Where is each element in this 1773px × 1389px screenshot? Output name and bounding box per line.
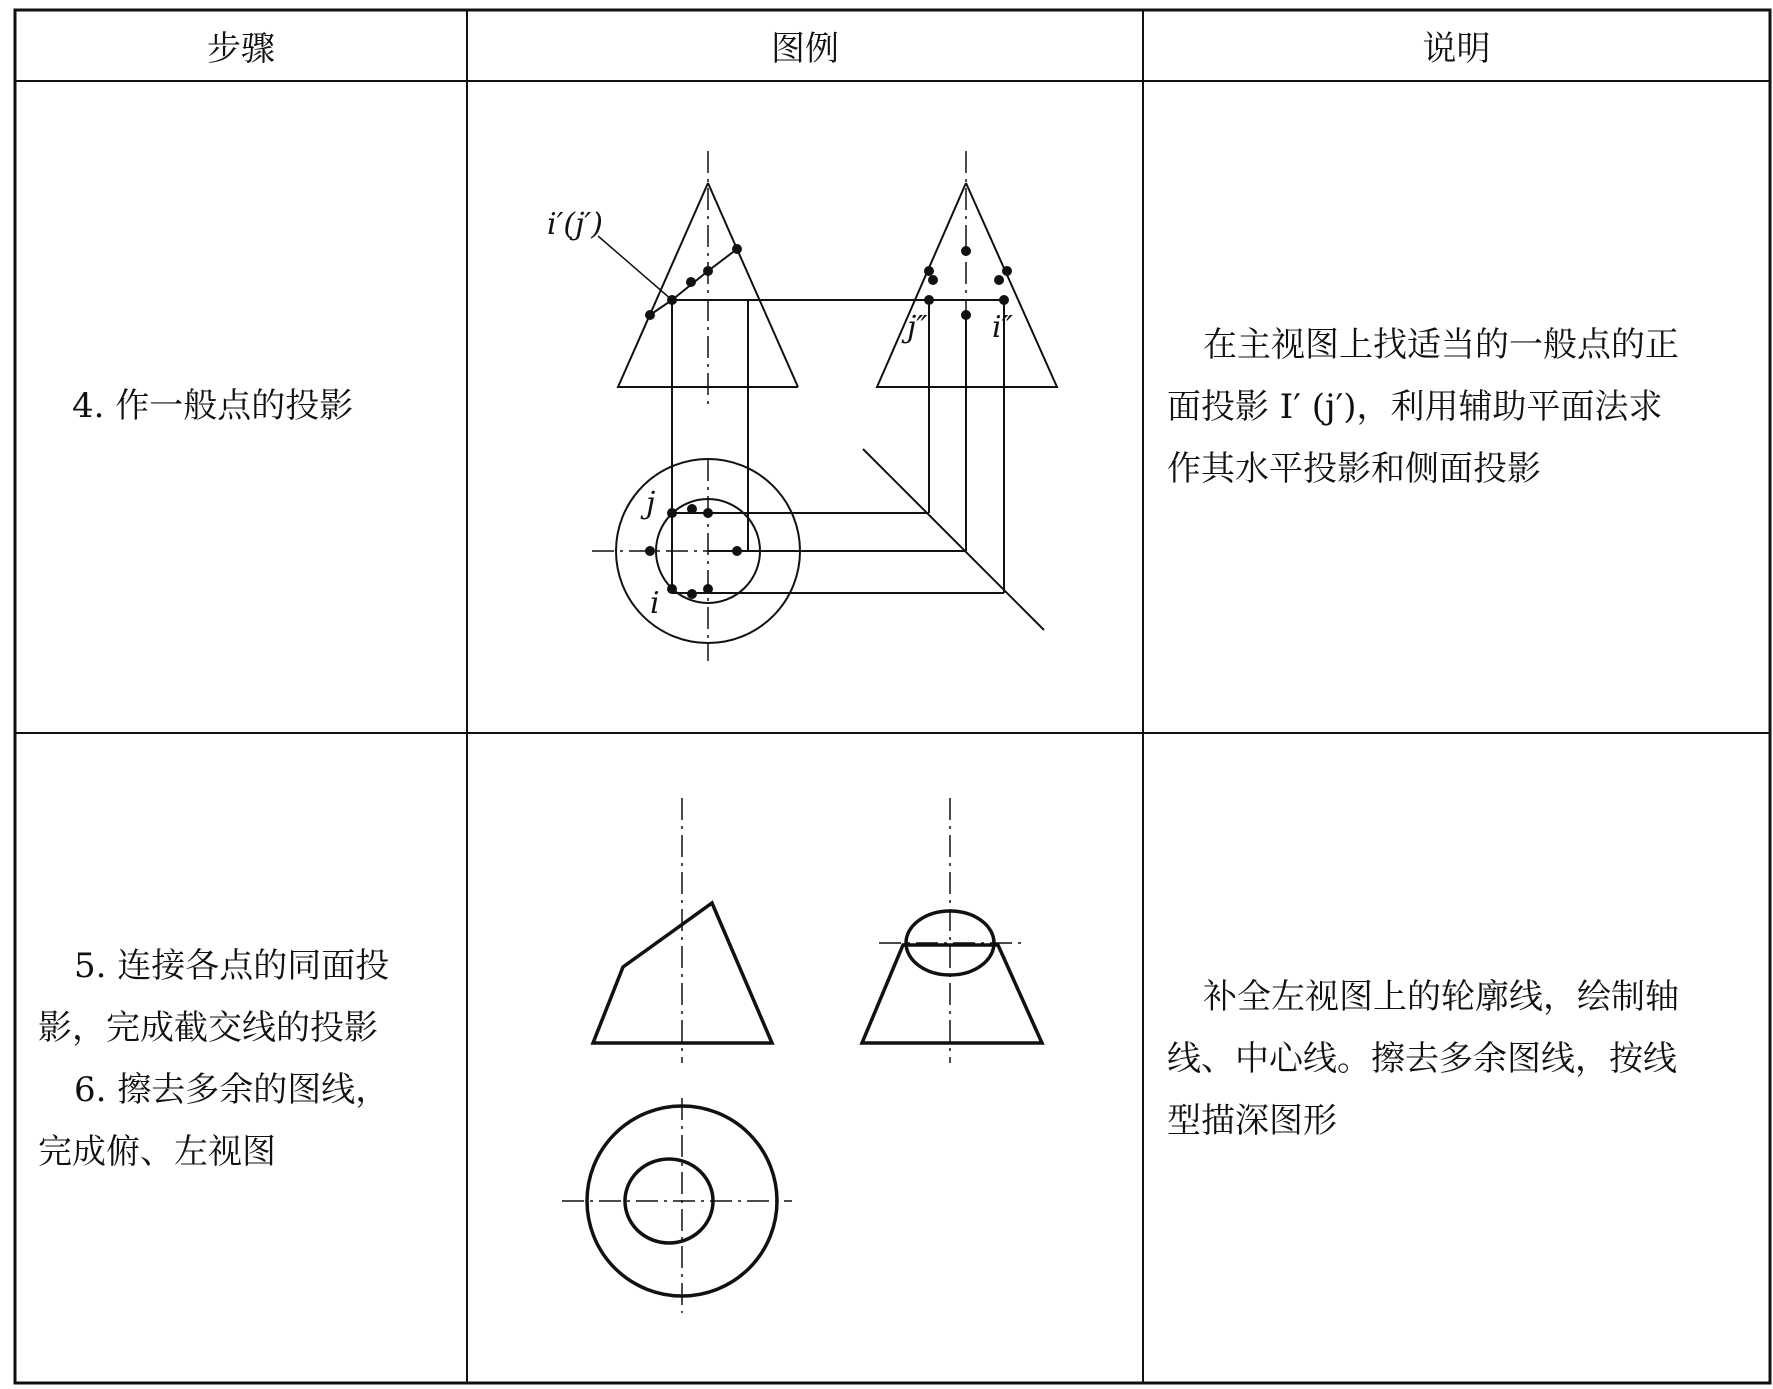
header-step: 步骤: [207, 29, 275, 69]
label-front-ij: i′(j′): [547, 207, 603, 242]
row2-step-line2: 影，完成截交线的投影: [38, 1008, 378, 1048]
row2-description: [1167, 966, 1757, 1152]
header-figure: 图例: [771, 29, 839, 69]
row2-step-line1: 5. 连接各点的同面投: [74, 946, 390, 986]
row2-description-line1: 补全左视图上的轮廓线，绘制轴: [1203, 977, 1679, 1017]
row2-step-line3: 6. 擦去多余的图线，: [74, 1070, 390, 1110]
row2-description-line2: 线、中心线。擦去多余图线，按线: [1167, 1039, 1677, 1079]
row2-step-line4: 完成俯、左视图: [38, 1132, 276, 1172]
header-description: 说明: [1422, 29, 1491, 69]
label-top-j: j: [646, 486, 656, 521]
row1-description-line3: 作其水平投影和侧面投影: [1167, 449, 1541, 489]
label-side-i: i″: [992, 310, 1013, 345]
label-side-j: j″: [907, 310, 928, 345]
row2-step-text: [38, 935, 458, 1183]
label-top-i: i: [650, 586, 660, 621]
side-truncated-cone: [862, 945, 1042, 1043]
row1-description-line2: 面投影 I′ (j′)，利用辅助平面法求: [1167, 387, 1663, 427]
row1-description: [1167, 314, 1757, 500]
row2-figure: [467, 733, 1143, 1383]
row1-step-text: 4. 作一般点的投影: [72, 386, 354, 426]
row1-figure: [467, 81, 1143, 733]
row2-description-line3: 型描深图形: [1167, 1101, 1337, 1141]
row1-description-line1: 在主视图上找适当的一般点的正: [1203, 325, 1679, 365]
